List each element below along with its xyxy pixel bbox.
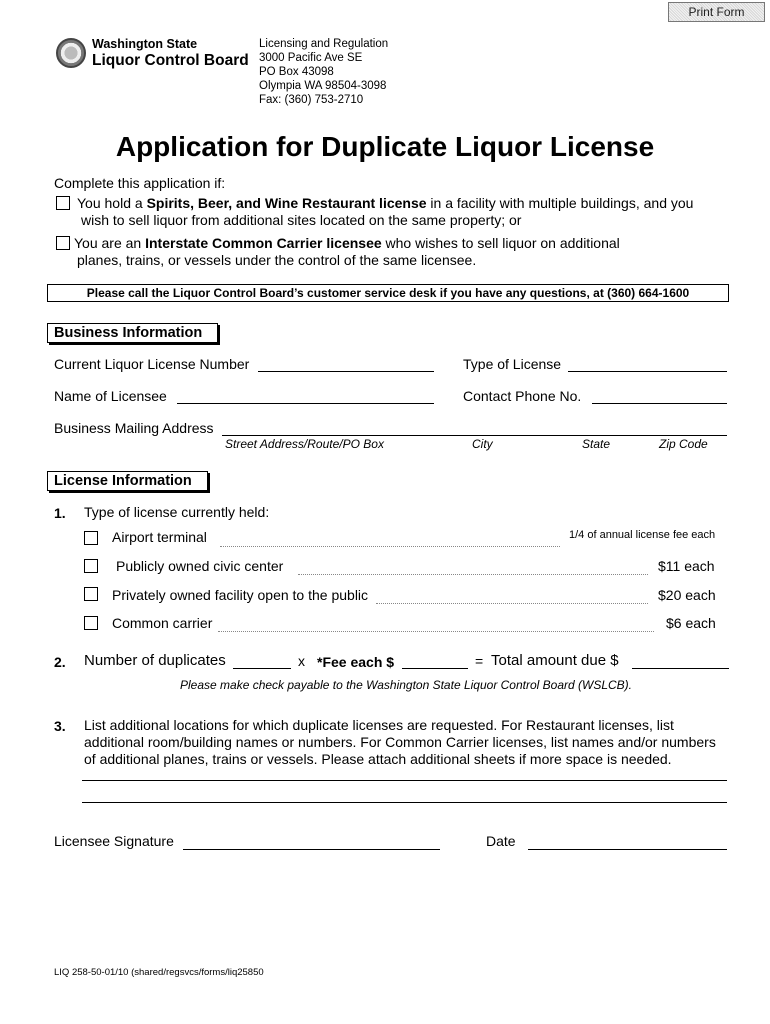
question3-line1: List additional locations for which duplicate licenses are requested. For Restaurant licenses, list [84,717,674,733]
common-carrier-label: Common carrier [112,615,213,631]
logo-line1: Washington State [92,37,198,51]
license-number-label: Current Liquor License Number [54,356,250,372]
signature-field[interactable] [183,849,440,850]
private-facility-fee: $20 each [658,587,716,603]
phone-field[interactable] [592,403,727,404]
license-info-heading: License Information [47,471,208,491]
fee-each-field[interactable] [402,668,468,669]
civic-center-checkbox[interactable] [84,559,98,573]
city-sublabel: City [472,437,493,451]
date-label: Date [486,833,516,849]
private-facility-checkbox[interactable] [84,587,98,601]
mailing-address-field[interactable] [222,435,727,436]
airport-label: Airport terminal [112,529,207,545]
print-form-button[interactable]: Print Form [668,2,765,22]
total-due-label: Total amount due $ [491,652,619,669]
license-number-field[interactable] [258,371,434,372]
civic-center-label: Publicly owned civic center [116,558,284,574]
form-footer: LIQ 258-50-01/10 (shared/regsvcs/forms/liq25850 [54,967,264,978]
address-line-5: Fax: (360) 753-2710 [259,94,364,106]
option1-text: You hold a Spirits, Beer, and Wine Restaurant license in a facility with multiple buildings, and you [77,195,694,211]
question1-text: Type of license currently held: [84,504,270,520]
page-title: Application for Duplicate Liquor License [115,131,655,162]
licensee-name-label: Name of Licensee [54,388,167,404]
question3-line2: additional room/building names or numbers. For Common Carrier licenses, list names and/or numbers [84,734,716,750]
equals-sign: = [475,653,484,669]
option2-text: You are an Interstate Common Carrier licensee who wishes to sell liquor on additional [74,235,620,251]
business-info-heading: Business Information [47,323,218,343]
address-line-4: Olympia WA 98504-3098 [259,80,387,92]
state-seal-icon [56,38,86,68]
airport-dots [220,546,560,547]
additional-locations-line-2[interactable] [82,802,727,803]
total-due-field[interactable] [632,668,729,669]
mailing-address-label: Business Mailing Address [54,420,214,436]
licensee-name-field[interactable] [177,403,434,404]
question3-number: 3. [54,718,66,734]
common-carrier-fee: $6 each [666,615,716,631]
state-sublabel: State [582,437,611,451]
signature-label: Licensee Signature [54,833,174,849]
option2-text-line2: planes, trains, or vessels under the control of the same licensee. [77,252,477,268]
address-line-1: Licensing and Regulation [259,38,389,50]
common-carrier-checkbox[interactable] [84,616,98,630]
intro-text: Complete this application if: [54,175,226,191]
airport-fee: 1/4 of annual license fee each [569,529,716,541]
duplicates-label: Number of duplicates [84,652,226,669]
date-field[interactable] [528,849,727,850]
additional-locations-line-1[interactable] [82,780,727,781]
question2-number: 2. [54,654,66,670]
street-sublabel: Street Address/Route/PO Box [225,437,384,451]
option1-text-line2: wish to sell liquor from additional sites located on the same property; or [81,212,522,228]
question3-line3: of additional planes, trains or vessels. Please attach additional sheets if more space is needed. [84,751,672,767]
common-carrier-dots [218,631,654,632]
duplicates-field[interactable] [233,668,291,669]
check-payable-note: Please make check payable to the Washington State Liquor Control Board (WSLCB). [180,678,633,692]
phone-label: Contact Phone No. [463,388,582,404]
help-banner: Please call the Liquor Control Board’s customer service desk if you have any questions, at (360) 664-1600 [47,284,729,302]
logo-line2: Liquor Control Board [92,52,249,69]
private-facility-dots [376,603,648,604]
license-type-field[interactable] [568,371,727,372]
option2-checkbox[interactable] [56,236,70,250]
question1-number: 1. [54,505,66,521]
zip-sublabel: Zip Code [659,437,708,451]
fee-each-label: *Fee each $ [317,654,395,670]
address-line-3: PO Box 43098 [259,66,334,78]
civic-center-dots [298,574,648,575]
civic-center-fee: $11 each [658,558,715,574]
license-type-label: Type of License [463,356,562,372]
option1-checkbox[interactable] [56,196,70,210]
multiply-sign: x [298,653,305,669]
private-facility-label: Privately owned facility open to the public [112,587,369,603]
airport-checkbox[interactable] [84,531,98,545]
address-line-2: 3000 Pacific Ave SE [259,52,363,64]
